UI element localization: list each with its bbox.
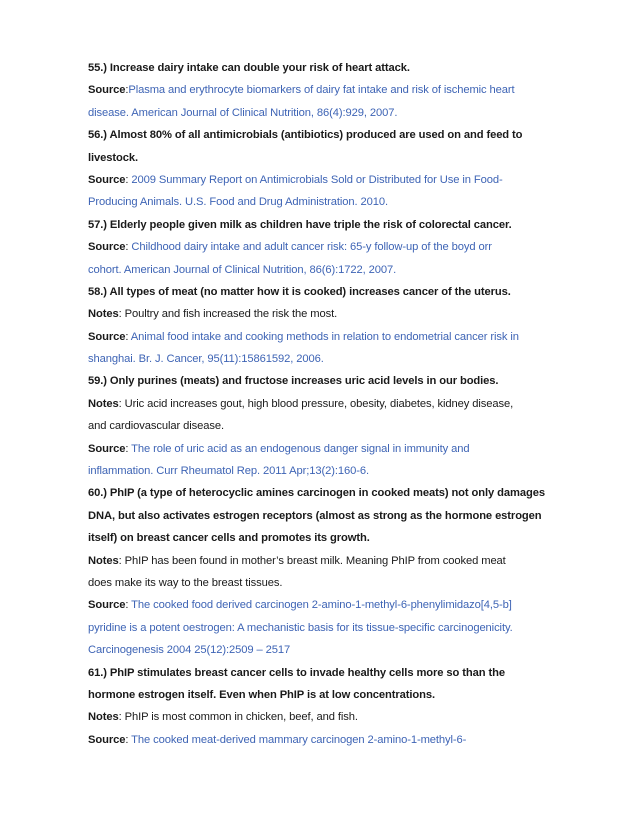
source-link[interactable]: Animal food intake and cooking methods in relation to endometrial cancer risk in: [130, 330, 519, 343]
fact-item: [88, 281, 558, 371]
source-line: [88, 259, 558, 281]
source-line: [88, 102, 558, 124]
source-link[interactable]: The role of uric acid as an endogenous danger signal in immunity and: [131, 442, 470, 455]
fact-item: [88, 214, 558, 281]
notes-line: [88, 393, 558, 415]
source-line: [88, 191, 558, 213]
source-link[interactable]: The cooked food derived carcinogen 2-amino-1-methyl-6-phenylimidazo[4,5-b]: [131, 599, 512, 612]
source-separator: :: [125, 442, 132, 455]
fact-heading-line: 56.) Almost 80% of all antimicrobials (antibiotics) produced are used on and feed to: [88, 129, 523, 142]
fact-heading-line: 57.) Elderly people given milk as children have triple the risk of colorectal cancer.: [88, 218, 512, 231]
source-line: [88, 639, 558, 661]
fact-item: [88, 482, 558, 661]
source-separator: :: [125, 84, 129, 97]
notes-line: [88, 415, 558, 437]
notes-text: Poultry and fish increased the risk the most.: [124, 308, 338, 321]
source-separator: :: [125, 173, 132, 186]
source-line: [88, 169, 558, 191]
notes-line: [88, 572, 558, 594]
notes-separator: :: [118, 554, 125, 567]
source-label: Source: [88, 241, 126, 254]
notes-separator: :: [118, 711, 125, 724]
notes-line: [88, 706, 558, 728]
source-link[interactable]: Plasma and erythrocyte biomarkers of dairy fat intake and risk of ischemic heart: [128, 84, 515, 97]
notes-separator: :: [118, 397, 125, 410]
source-line: [88, 79, 558, 101]
source-separator: :: [125, 330, 131, 343]
document-page: [88, 57, 558, 751]
notes-line: [88, 303, 558, 325]
fact-heading-line: 59.) Only purines (meats) and fructose increases uric acid levels in our bodies.: [88, 375, 499, 388]
source-separator: :: [125, 599, 132, 612]
facts-list: [88, 57, 558, 751]
fact-heading-line: livestock.: [88, 151, 138, 164]
source-link[interactable]: inflammation. Curr Rheumatol Rep. 2011 Apr;13(2):160-6.: [88, 465, 369, 478]
source-link[interactable]: 2009 Summary Report on Antimicrobials Sold or Distributed for Use in Food-: [131, 173, 503, 186]
source-link[interactable]: Producing Animals. U.S. Food and Drug Administration. 2010.: [88, 196, 389, 209]
source-link[interactable]: Carcinogenesis 2004 25(12):2509 – 2517: [88, 644, 291, 657]
source-line: [88, 729, 558, 751]
source-line: [88, 617, 558, 639]
source-label: Source: [88, 733, 126, 746]
source-link[interactable]: pyridine is a potent oestrogen: A mechanistic basis for its tissue-specific carcinogenicity.: [88, 621, 513, 634]
fact-heading-line: 61.) PhIP stimulates breast cancer cells to invade healthy cells more so than the: [88, 666, 505, 679]
notes-text: Uric acid increases gout, high blood pressure, obesity, diabetes, kidney disease,: [124, 397, 514, 410]
notes-line: [88, 550, 558, 572]
fact-item: [88, 370, 558, 482]
notes-text: PhIP is most common in chicken, beef, and fish.: [124, 711, 358, 724]
source-label: Source: [88, 599, 126, 612]
source-link[interactable]: Childhood dairy intake and adult cancer risk: 65-y follow-up of the boyd orr: [131, 241, 492, 254]
source-separator: :: [125, 241, 132, 254]
source-label: Source: [88, 442, 126, 455]
notes-label: Notes: [88, 397, 119, 410]
notes-label: Notes: [88, 554, 119, 567]
notes-text: does make its way to the breast tissues.: [88, 576, 283, 589]
source-link[interactable]: The cooked meat-derived mammary carcinogen 2-amino-1-methyl-6-: [131, 733, 467, 746]
source-line: [88, 438, 558, 460]
source-label: Source: [88, 330, 126, 343]
source-link[interactable]: disease. American Journal of Clinical Nutrition, 86(4):929, 2007.: [88, 106, 398, 119]
fact-heading-line: DNA, but also activates estrogen receptors (almost as strong as the hormone estrogen: [88, 509, 542, 522]
notes-text: PhIP has been found in mother’s breast milk. Meaning PhIP from cooked meat: [124, 554, 506, 567]
fact-heading-line: 60.) PhIP (a type of heterocyclic amines carcinogen in cooked meats) not only damages: [88, 487, 545, 500]
source-link[interactable]: shanghai. Br. J. Cancer, 95(11):15861592, 2006.: [88, 353, 324, 366]
source-separator: :: [125, 733, 132, 746]
fact-heading-line: itself) on breast cancer cells and promotes its growth.: [88, 532, 370, 545]
source-label: Source: [88, 84, 126, 97]
fact-heading-line: 58.) All types of meat (no matter how it is cooked) increases cancer of the uterus.: [88, 285, 511, 298]
source-line: [88, 460, 558, 482]
notes-label: Notes: [88, 308, 119, 321]
source-line: [88, 594, 558, 616]
notes-label: Notes: [88, 711, 119, 724]
source-label: Source: [88, 173, 126, 186]
source-line: [88, 348, 558, 370]
source-link[interactable]: cohort. American Journal of Clinical Nutrition, 86(6):1722, 2007.: [88, 263, 397, 276]
source-line: [88, 326, 558, 348]
fact-item: [88, 124, 558, 214]
fact-item: [88, 57, 558, 124]
source-line: [88, 236, 558, 258]
fact-heading-line: 55.) Increase dairy intake can double your risk of heart attack.: [88, 62, 410, 74]
fact-heading-line: hormone estrogen itself. Even when PhIP is at low concentrations.: [88, 688, 436, 701]
notes-separator: :: [118, 308, 125, 321]
notes-text: and cardiovascular disease.: [88, 420, 224, 433]
fact-item: [88, 662, 558, 752]
